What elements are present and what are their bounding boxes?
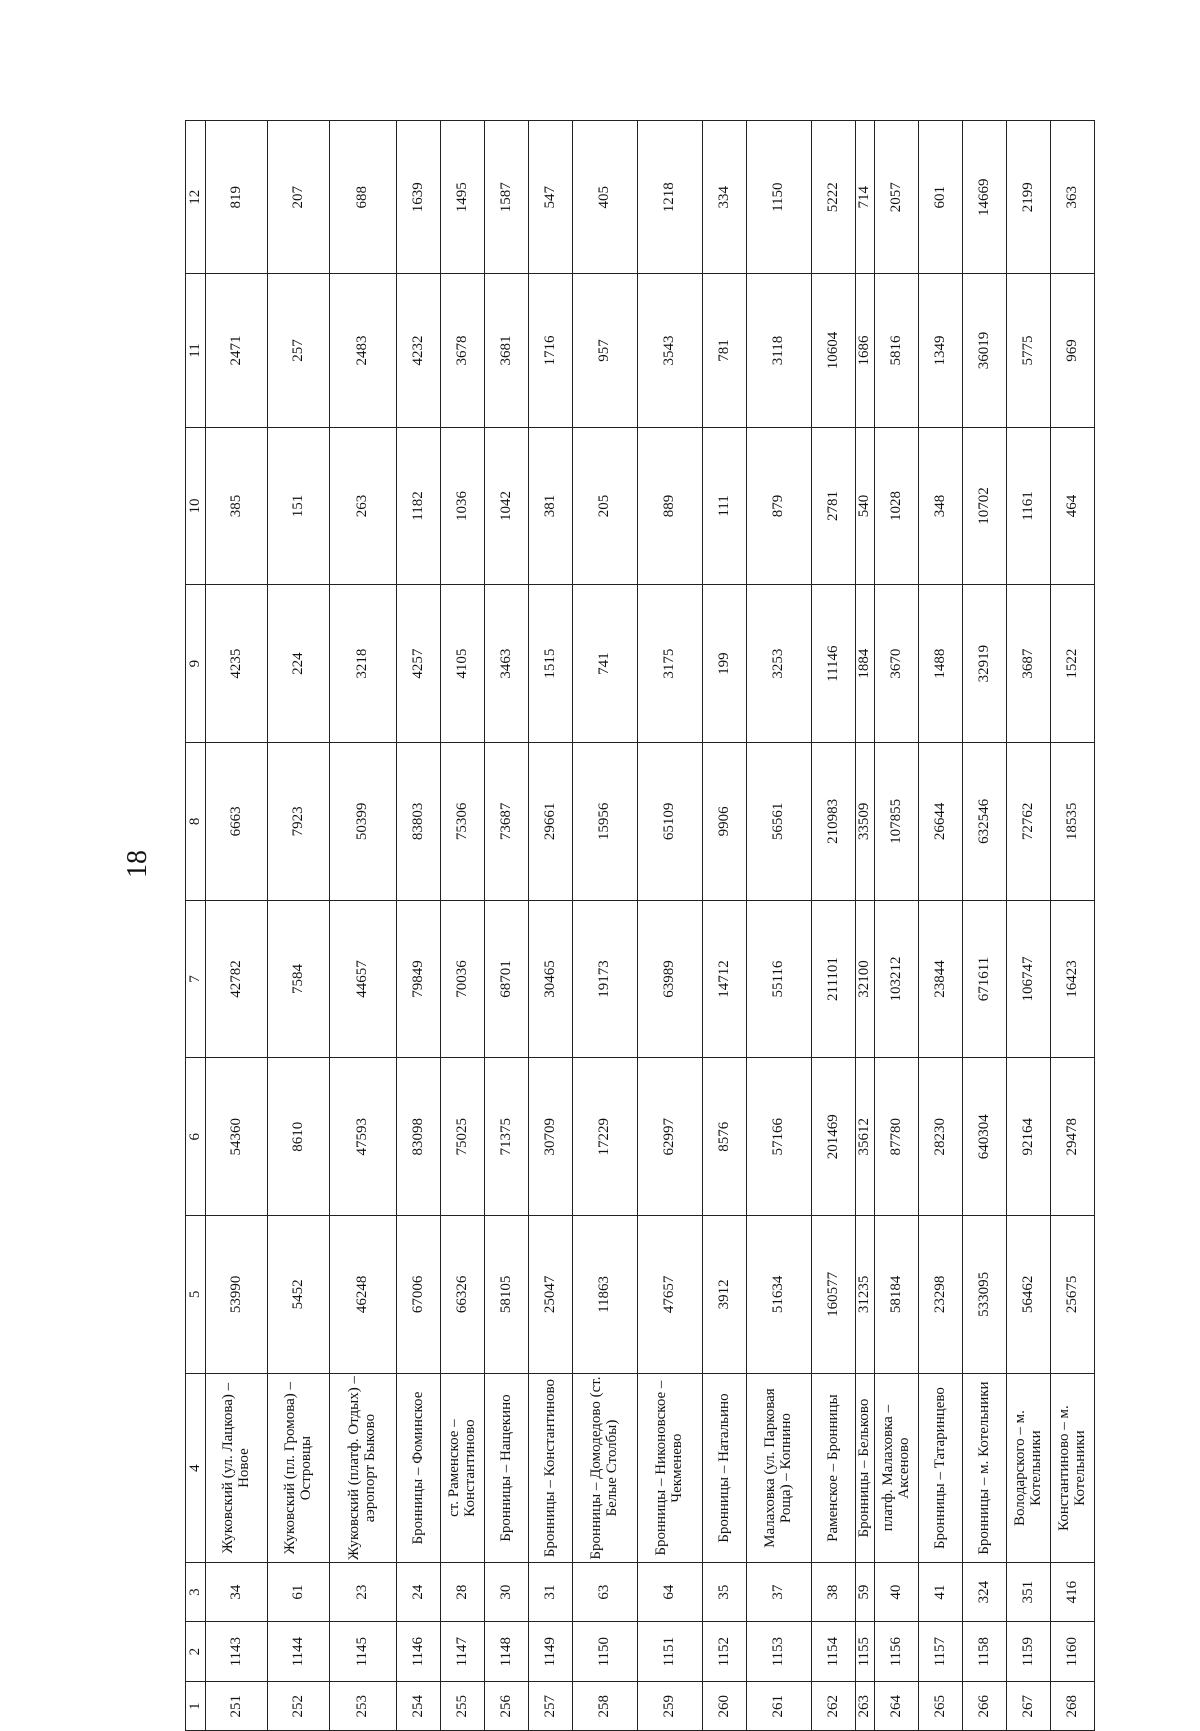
row-number-cell: 253 bbox=[330, 1682, 397, 1731]
route-name-cell: Володарского – м. Котельники bbox=[1007, 1373, 1051, 1563]
value-cell-col-10: 263 bbox=[330, 427, 397, 585]
table-row bbox=[703, 121, 747, 1731]
value-cell-col-8: 83803 bbox=[397, 743, 441, 901]
value-cell-col-8: 107855 bbox=[875, 743, 919, 901]
value-cell-col-8: 72762 bbox=[1007, 743, 1051, 901]
route-name-cell: Жуковский (ул. Лацкова) – Новое bbox=[206, 1373, 268, 1563]
value-cell-col-12: 819 bbox=[206, 121, 268, 274]
value-cell-col-9: 224 bbox=[268, 585, 330, 743]
value-cell-col-11: 2483 bbox=[330, 274, 397, 427]
value-cell-col-12: 714 bbox=[856, 121, 875, 274]
header-row bbox=[186, 121, 206, 1731]
value-cell-col-5: 11863 bbox=[573, 1216, 638, 1374]
value-cell-col-5: 533095 bbox=[963, 1216, 1007, 1374]
value-cell-col-6: 30709 bbox=[529, 1058, 573, 1216]
value-cell-col-12: 1587 bbox=[485, 121, 529, 274]
value-cell-col-5: 160577 bbox=[812, 1216, 856, 1374]
value-cell-col-12: 2057 bbox=[875, 121, 919, 274]
value-cell-col-11: 2471 bbox=[206, 274, 268, 427]
value-cell-col-11: 3678 bbox=[441, 274, 485, 427]
value-cell-col-11: 957 bbox=[573, 274, 638, 427]
route-number-cell: 31 bbox=[529, 1563, 573, 1621]
route-number-cell: 24 bbox=[397, 1563, 441, 1621]
route-name-cell: Бронницы – м. Котельники bbox=[963, 1373, 1007, 1563]
registry-number-cell: 1153 bbox=[747, 1621, 812, 1682]
value-cell-col-7: 23844 bbox=[919, 900, 963, 1058]
value-cell-col-5: 31235 bbox=[856, 1216, 875, 1374]
row-number-cell: 258 bbox=[573, 1682, 638, 1731]
value-cell-col-5: 53990 bbox=[206, 1216, 268, 1374]
value-cell-col-7: 42782 bbox=[206, 900, 268, 1058]
value-cell-col-11: 10604 bbox=[812, 274, 856, 427]
value-cell-col-9: 3463 bbox=[485, 585, 529, 743]
value-cell-col-10: 889 bbox=[638, 427, 703, 585]
value-cell-col-5: 67006 bbox=[397, 1216, 441, 1374]
registry-number-cell: 1148 bbox=[485, 1621, 529, 1682]
value-cell-col-11: 5775 bbox=[1007, 274, 1051, 427]
registry-number-cell: 1143 bbox=[206, 1621, 268, 1682]
value-cell-col-6: 92164 bbox=[1007, 1058, 1051, 1216]
row-number-cell: 257 bbox=[529, 1682, 573, 1731]
value-cell-col-6: 8576 bbox=[703, 1058, 747, 1216]
value-cell-col-9: 3253 bbox=[747, 585, 812, 743]
column-header-10: 10 bbox=[186, 427, 206, 585]
route-number-cell: 37 bbox=[747, 1563, 812, 1621]
value-cell-col-12: 547 bbox=[529, 121, 573, 274]
table-row bbox=[330, 121, 397, 1731]
value-cell-col-12: 405 bbox=[573, 121, 638, 274]
value-cell-col-10: 540 bbox=[856, 427, 875, 585]
value-cell-col-10: 1042 bbox=[485, 427, 529, 585]
value-cell-col-8: 33509 bbox=[856, 743, 875, 901]
route-number-cell: 59 bbox=[856, 1563, 875, 1621]
table-row bbox=[638, 121, 703, 1731]
table-row bbox=[1007, 121, 1051, 1731]
route-name-cell: ст. Раменское – Константиново bbox=[441, 1373, 485, 1563]
column-header-2: 2 bbox=[186, 1621, 206, 1682]
value-cell-col-12: 334 bbox=[703, 121, 747, 274]
value-cell-col-6: 83098 bbox=[397, 1058, 441, 1216]
value-cell-col-5: 25675 bbox=[1051, 1216, 1095, 1374]
route-name-cell: Раменское – Бронницы bbox=[812, 1373, 856, 1563]
row-number-cell: 267 bbox=[1007, 1682, 1051, 1731]
table-row bbox=[856, 121, 875, 1731]
row-number-cell: 265 bbox=[919, 1682, 963, 1731]
row-number-cell: 255 bbox=[441, 1682, 485, 1731]
value-cell-col-6: 71375 bbox=[485, 1058, 529, 1216]
value-cell-col-6: 17229 bbox=[573, 1058, 638, 1216]
value-cell-col-6: 87780 bbox=[875, 1058, 919, 1216]
registry-number-cell: 1145 bbox=[330, 1621, 397, 1682]
value-cell-col-11: 3681 bbox=[485, 274, 529, 427]
column-header-5: 5 bbox=[186, 1216, 206, 1374]
table-row bbox=[268, 121, 330, 1731]
page-number: 18 bbox=[122, 850, 153, 878]
value-cell-col-7: 30465 bbox=[529, 900, 573, 1058]
value-cell-col-10: 1161 bbox=[1007, 427, 1051, 585]
value-cell-col-11: 4232 bbox=[397, 274, 441, 427]
value-cell-col-11: 3543 bbox=[638, 274, 703, 427]
value-cell-col-7: 103212 bbox=[875, 900, 919, 1058]
value-cell-col-10: 111 bbox=[703, 427, 747, 585]
route-number-cell: 324 bbox=[963, 1563, 1007, 1621]
route-name-cell: Жуковский (пл. Громова) – Островцы bbox=[268, 1373, 330, 1563]
row-number-cell: 261 bbox=[747, 1682, 812, 1731]
value-cell-col-8: 6663 bbox=[206, 743, 268, 901]
value-cell-col-8: 75306 bbox=[441, 743, 485, 901]
value-cell-col-11: 969 bbox=[1051, 274, 1095, 427]
route-name-cell: Константиново – м. Котельники bbox=[1051, 1373, 1095, 1563]
route-number-cell: 28 bbox=[441, 1563, 485, 1621]
registry-number-cell: 1159 bbox=[1007, 1621, 1051, 1682]
value-cell-col-7: 211101 bbox=[812, 900, 856, 1058]
route-name-cell: Бронницы – Бельково bbox=[856, 1373, 875, 1563]
row-number-cell: 263 bbox=[856, 1682, 875, 1731]
value-cell-col-12: 1495 bbox=[441, 121, 485, 274]
row-number-cell: 260 bbox=[703, 1682, 747, 1731]
value-cell-col-6: 28230 bbox=[919, 1058, 963, 1216]
route-number-cell: 35 bbox=[703, 1563, 747, 1621]
value-cell-col-5: 5452 bbox=[268, 1216, 330, 1374]
route-name-cell: Бронницы – Никоновское – Чекменево bbox=[638, 1373, 703, 1563]
value-cell-col-12: 14669 bbox=[963, 121, 1007, 274]
table-row bbox=[529, 121, 573, 1731]
value-cell-col-12: 2199 bbox=[1007, 121, 1051, 274]
registry-number-cell: 1156 bbox=[875, 1621, 919, 1682]
row-number-cell: 264 bbox=[875, 1682, 919, 1731]
value-cell-col-12: 1218 bbox=[638, 121, 703, 274]
value-cell-col-8: 29661 bbox=[529, 743, 573, 901]
route-number-cell: 38 bbox=[812, 1563, 856, 1621]
registry-number-cell: 1157 bbox=[919, 1621, 963, 1682]
column-header-8: 8 bbox=[186, 743, 206, 901]
route-number-cell: 416 bbox=[1051, 1563, 1095, 1621]
value-cell-col-10: 1036 bbox=[441, 427, 485, 585]
route-name-cell: Бронницы – Домодедово (ст. Белые Столбы) bbox=[573, 1373, 638, 1563]
route-number-cell: 30 bbox=[485, 1563, 529, 1621]
value-cell-col-12: 601 bbox=[919, 121, 963, 274]
value-cell-col-7: 32100 bbox=[856, 900, 875, 1058]
registry-number-cell: 1150 bbox=[573, 1621, 638, 1682]
table-row bbox=[963, 121, 1007, 1731]
value-cell-col-10: 381 bbox=[529, 427, 573, 585]
route-number-cell: 40 bbox=[875, 1563, 919, 1621]
value-cell-col-5: 51634 bbox=[747, 1216, 812, 1374]
route-name-cell: Жуковский (платф. Отдых) – аэропорт Быково bbox=[330, 1373, 397, 1563]
value-cell-col-9: 4105 bbox=[441, 585, 485, 743]
value-cell-col-8: 50399 bbox=[330, 743, 397, 901]
registry-number-cell: 1152 bbox=[703, 1621, 747, 1682]
route-name-cell: Бронницы – Татаринцево bbox=[919, 1373, 963, 1563]
registry-number-cell: 1151 bbox=[638, 1621, 703, 1682]
value-cell-col-7: 16423 bbox=[1051, 900, 1095, 1058]
value-cell-col-9: 32919 bbox=[963, 585, 1007, 743]
value-cell-col-11: 781 bbox=[703, 274, 747, 427]
value-cell-col-8: 18535 bbox=[1051, 743, 1095, 901]
value-cell-col-6: 57166 bbox=[747, 1058, 812, 1216]
route-name-cell: платф. Малаховка – Аксеново bbox=[875, 1373, 919, 1563]
value-cell-col-10: 10702 bbox=[963, 427, 1007, 585]
value-cell-col-12: 5222 bbox=[812, 121, 856, 274]
column-header-6: 6 bbox=[186, 1058, 206, 1216]
value-cell-col-5: 56462 bbox=[1007, 1216, 1051, 1374]
value-cell-col-10: 151 bbox=[268, 427, 330, 585]
registry-number-cell: 1160 bbox=[1051, 1621, 1095, 1682]
registry-number-cell: 1154 bbox=[812, 1621, 856, 1682]
value-cell-col-8: 632546 bbox=[963, 743, 1007, 901]
data-table bbox=[185, 120, 1095, 1731]
value-cell-col-10: 1182 bbox=[397, 427, 441, 585]
value-cell-col-5: 46248 bbox=[330, 1216, 397, 1374]
value-cell-col-12: 207 bbox=[268, 121, 330, 274]
value-cell-col-8: 65109 bbox=[638, 743, 703, 901]
registry-number-cell: 1158 bbox=[963, 1621, 1007, 1682]
value-cell-col-12: 1639 bbox=[397, 121, 441, 274]
value-cell-col-10: 879 bbox=[747, 427, 812, 585]
route-name-cell: Бронницы – Нащекино bbox=[485, 1373, 529, 1563]
route-number-cell: 64 bbox=[638, 1563, 703, 1621]
column-header-7: 7 bbox=[186, 900, 206, 1058]
value-cell-col-7: 106747 bbox=[1007, 900, 1051, 1058]
table-row bbox=[919, 121, 963, 1731]
column-header-12: 12 bbox=[186, 121, 206, 274]
value-cell-col-7: 19173 bbox=[573, 900, 638, 1058]
value-cell-col-9: 1884 bbox=[856, 585, 875, 743]
value-cell-col-9: 3175 bbox=[638, 585, 703, 743]
value-cell-col-9: 1488 bbox=[919, 585, 963, 743]
table-row bbox=[573, 121, 638, 1731]
route-name-cell: Бронницы – Натальино bbox=[703, 1373, 747, 1563]
row-number-cell: 266 bbox=[963, 1682, 1007, 1731]
value-cell-col-8: 7923 bbox=[268, 743, 330, 901]
value-cell-col-7: 79849 bbox=[397, 900, 441, 1058]
table-row bbox=[397, 121, 441, 1731]
table-row bbox=[812, 121, 856, 1731]
value-cell-col-10: 385 bbox=[206, 427, 268, 585]
value-cell-col-11: 257 bbox=[268, 274, 330, 427]
value-cell-col-9: 199 bbox=[703, 585, 747, 743]
route-number-cell: 63 bbox=[573, 1563, 638, 1621]
value-cell-col-8: 15956 bbox=[573, 743, 638, 901]
value-cell-col-11: 5816 bbox=[875, 274, 919, 427]
value-cell-col-11: 36019 bbox=[963, 274, 1007, 427]
value-cell-col-6: 35612 bbox=[856, 1058, 875, 1216]
value-cell-col-6: 8610 bbox=[268, 1058, 330, 1216]
registry-number-cell: 1144 bbox=[268, 1621, 330, 1682]
table-row bbox=[206, 121, 268, 1731]
value-cell-col-9: 4257 bbox=[397, 585, 441, 743]
column-header-11: 11 bbox=[186, 274, 206, 427]
value-cell-col-12: 688 bbox=[330, 121, 397, 274]
table-row bbox=[1051, 121, 1095, 1731]
row-number-cell: 251 bbox=[206, 1682, 268, 1731]
value-cell-col-8: 26644 bbox=[919, 743, 963, 901]
value-cell-col-5: 23298 bbox=[919, 1216, 963, 1374]
column-header-4: 4 bbox=[186, 1373, 206, 1563]
value-cell-col-7: 44657 bbox=[330, 900, 397, 1058]
value-cell-col-8: 9906 bbox=[703, 743, 747, 901]
value-cell-col-5: 3912 bbox=[703, 1216, 747, 1374]
row-number-cell: 254 bbox=[397, 1682, 441, 1731]
table-row bbox=[485, 121, 529, 1731]
value-cell-col-10: 2781 bbox=[812, 427, 856, 585]
row-number-cell: 262 bbox=[812, 1682, 856, 1731]
value-cell-col-10: 464 bbox=[1051, 427, 1095, 585]
registry-number-cell: 1155 bbox=[856, 1621, 875, 1682]
route-number-cell: 61 bbox=[268, 1563, 330, 1621]
value-cell-col-5: 47657 bbox=[638, 1216, 703, 1374]
value-cell-col-10: 1028 bbox=[875, 427, 919, 585]
value-cell-col-9: 1515 bbox=[529, 585, 573, 743]
table-row bbox=[747, 121, 812, 1731]
value-cell-col-12: 363 bbox=[1051, 121, 1095, 274]
route-name-cell: Бронницы – Константиново bbox=[529, 1373, 573, 1563]
route-number-cell: 41 bbox=[919, 1563, 963, 1621]
table-row bbox=[441, 121, 485, 1731]
route-name-cell: Малаховка (ул. Парковая Роща) – Копнино bbox=[747, 1373, 812, 1563]
value-cell-col-7: 68701 bbox=[485, 900, 529, 1058]
value-cell-col-8: 56561 bbox=[747, 743, 812, 901]
value-cell-col-9: 1522 bbox=[1051, 585, 1095, 743]
value-cell-col-9: 3687 bbox=[1007, 585, 1051, 743]
value-cell-col-11: 1686 bbox=[856, 274, 875, 427]
value-cell-col-9: 3218 bbox=[330, 585, 397, 743]
value-cell-col-9: 3670 bbox=[875, 585, 919, 743]
value-cell-col-6: 640304 bbox=[963, 1058, 1007, 1216]
column-header-9: 9 bbox=[186, 585, 206, 743]
value-cell-col-10: 205 bbox=[573, 427, 638, 585]
row-number-cell: 256 bbox=[485, 1682, 529, 1731]
value-cell-col-5: 66326 bbox=[441, 1216, 485, 1374]
route-name-cell: Бронницы – Фоминское bbox=[397, 1373, 441, 1563]
value-cell-col-8: 73687 bbox=[485, 743, 529, 901]
value-cell-col-5: 58184 bbox=[875, 1216, 919, 1374]
value-cell-col-12: 1150 bbox=[747, 121, 812, 274]
value-cell-col-11: 3118 bbox=[747, 274, 812, 427]
value-cell-col-10: 348 bbox=[919, 427, 963, 585]
route-number-cell: 23 bbox=[330, 1563, 397, 1621]
rotated-table-container bbox=[185, 120, 1140, 1731]
value-cell-col-8: 210983 bbox=[812, 743, 856, 901]
value-cell-col-7: 55116 bbox=[747, 900, 812, 1058]
row-number-cell: 268 bbox=[1051, 1682, 1095, 1731]
route-number-cell: 34 bbox=[206, 1563, 268, 1621]
value-cell-col-6: 201469 bbox=[812, 1058, 856, 1216]
value-cell-col-7: 63989 bbox=[638, 900, 703, 1058]
registry-number-cell: 1149 bbox=[529, 1621, 573, 1682]
value-cell-col-6: 75025 bbox=[441, 1058, 485, 1216]
value-cell-col-7: 70036 bbox=[441, 900, 485, 1058]
value-cell-col-6: 62997 bbox=[638, 1058, 703, 1216]
value-cell-col-6: 29478 bbox=[1051, 1058, 1095, 1216]
value-cell-col-11: 1716 bbox=[529, 274, 573, 427]
column-header-3: 3 bbox=[186, 1563, 206, 1621]
value-cell-col-6: 54360 bbox=[206, 1058, 268, 1216]
value-cell-col-11: 1349 bbox=[919, 274, 963, 427]
value-cell-col-9: 741 bbox=[573, 585, 638, 743]
table-body bbox=[206, 121, 1095, 1731]
value-cell-col-9: 11146 bbox=[812, 585, 856, 743]
table-row bbox=[875, 121, 919, 1731]
value-cell-col-5: 58105 bbox=[485, 1216, 529, 1374]
row-number-cell: 259 bbox=[638, 1682, 703, 1731]
value-cell-col-9: 4235 bbox=[206, 585, 268, 743]
value-cell-col-5: 25047 bbox=[529, 1216, 573, 1374]
value-cell-col-6: 47593 bbox=[330, 1058, 397, 1216]
value-cell-col-7: 14712 bbox=[703, 900, 747, 1058]
value-cell-col-7: 7584 bbox=[268, 900, 330, 1058]
column-header-1: 1 bbox=[186, 1682, 206, 1731]
registry-number-cell: 1146 bbox=[397, 1621, 441, 1682]
row-number-cell: 252 bbox=[268, 1682, 330, 1731]
value-cell-col-7: 671611 bbox=[963, 900, 1007, 1058]
registry-number-cell: 1147 bbox=[441, 1621, 485, 1682]
route-number-cell: 351 bbox=[1007, 1563, 1051, 1621]
